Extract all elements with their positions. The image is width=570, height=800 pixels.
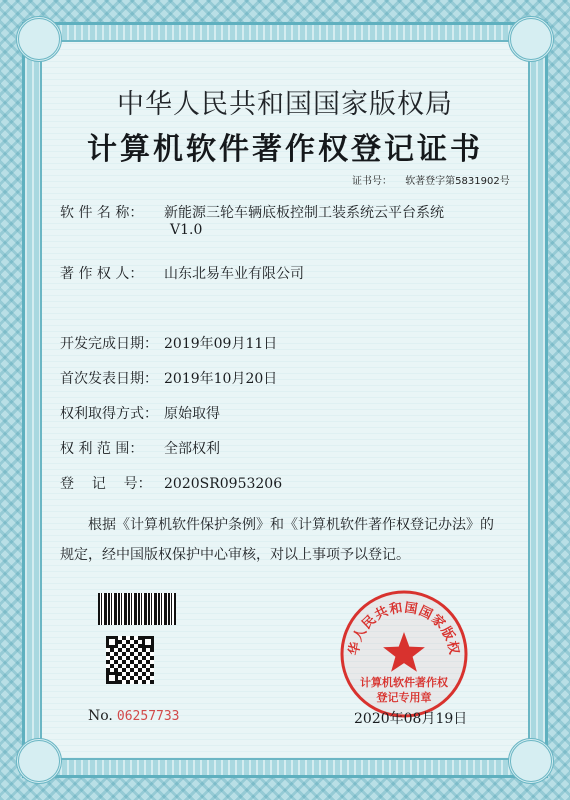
- field-completion-date: [60, 333, 277, 353]
- qr-finder-icon: [142, 636, 154, 648]
- qr-finder-icon: [106, 672, 118, 684]
- field-value: 2019年09月11日: [164, 336, 278, 352]
- corner-ornament-icon: [508, 16, 554, 62]
- qr-code-icon: [106, 636, 154, 684]
- barcode-icon: [98, 593, 176, 625]
- field-version: V1.0: [170, 222, 203, 238]
- qr-finder-icon: [106, 636, 118, 648]
- field-registration-number: [60, 473, 282, 493]
- official-seal: [338, 588, 470, 720]
- seal-text-line: 登记专用章: [376, 691, 432, 704]
- field-label: 软 件 名 称：: [60, 205, 144, 221]
- field-value: 2019年10月20日: [164, 371, 278, 387]
- cert-no-value: 软著登字第5831902号: [405, 176, 510, 187]
- serial-label: No.: [88, 708, 113, 724]
- field-label: 开发完成日期：: [60, 336, 158, 352]
- issue-date: 2020年08月19日: [354, 711, 468, 727]
- seal-ring-text: 华人民共和国国家版权: [346, 600, 462, 657]
- field-value: 原始取得: [164, 406, 220, 422]
- issuer-name: 中华人民共和国国家版权局: [117, 89, 453, 120]
- field-value: 新能源三轮车辆底板控制工装系统云平台系统: [164, 205, 444, 221]
- field-value: 2020SR0953206: [164, 476, 283, 492]
- corner-ornament-icon: [16, 738, 62, 784]
- certificate-title: 计算机软件著作权登记证书: [87, 132, 483, 167]
- seal-text-line: 计算机软件著作权: [360, 676, 448, 689]
- field-rights-scope: [60, 438, 220, 458]
- field-publish-date: [60, 368, 277, 388]
- serial-number: [88, 708, 180, 724]
- serial-value: 06257733: [116, 709, 180, 724]
- corner-ornament-icon: [16, 16, 62, 62]
- certificate-number: [352, 172, 510, 187]
- statement-paragraph: [60, 510, 520, 570]
- field-label: 权 利 范 围：: [60, 441, 144, 457]
- field-value: 全部权利: [164, 441, 220, 457]
- field-label: 首次发表日期：: [60, 371, 158, 387]
- cert-no-label: 证书号：: [352, 176, 392, 187]
- field-software-name: [60, 202, 444, 238]
- field-label: 著 作 权 人：: [60, 266, 144, 282]
- statement-line: 根据《计算机软件保护条例》和《计算机软件著作权登记办法》的: [88, 517, 494, 533]
- field-label: 登 记 号：: [60, 476, 152, 492]
- field-copyright-owner: [60, 263, 304, 283]
- field-acquisition-method: [60, 403, 220, 423]
- field-value: 山东北易车业有限公司: [164, 266, 304, 282]
- statement-line: 规定，经中国版权保护中心审核，对以上事项予以登记。: [60, 547, 410, 563]
- field-label: 权利取得方式：: [60, 406, 158, 422]
- corner-ornament-icon: [508, 738, 554, 784]
